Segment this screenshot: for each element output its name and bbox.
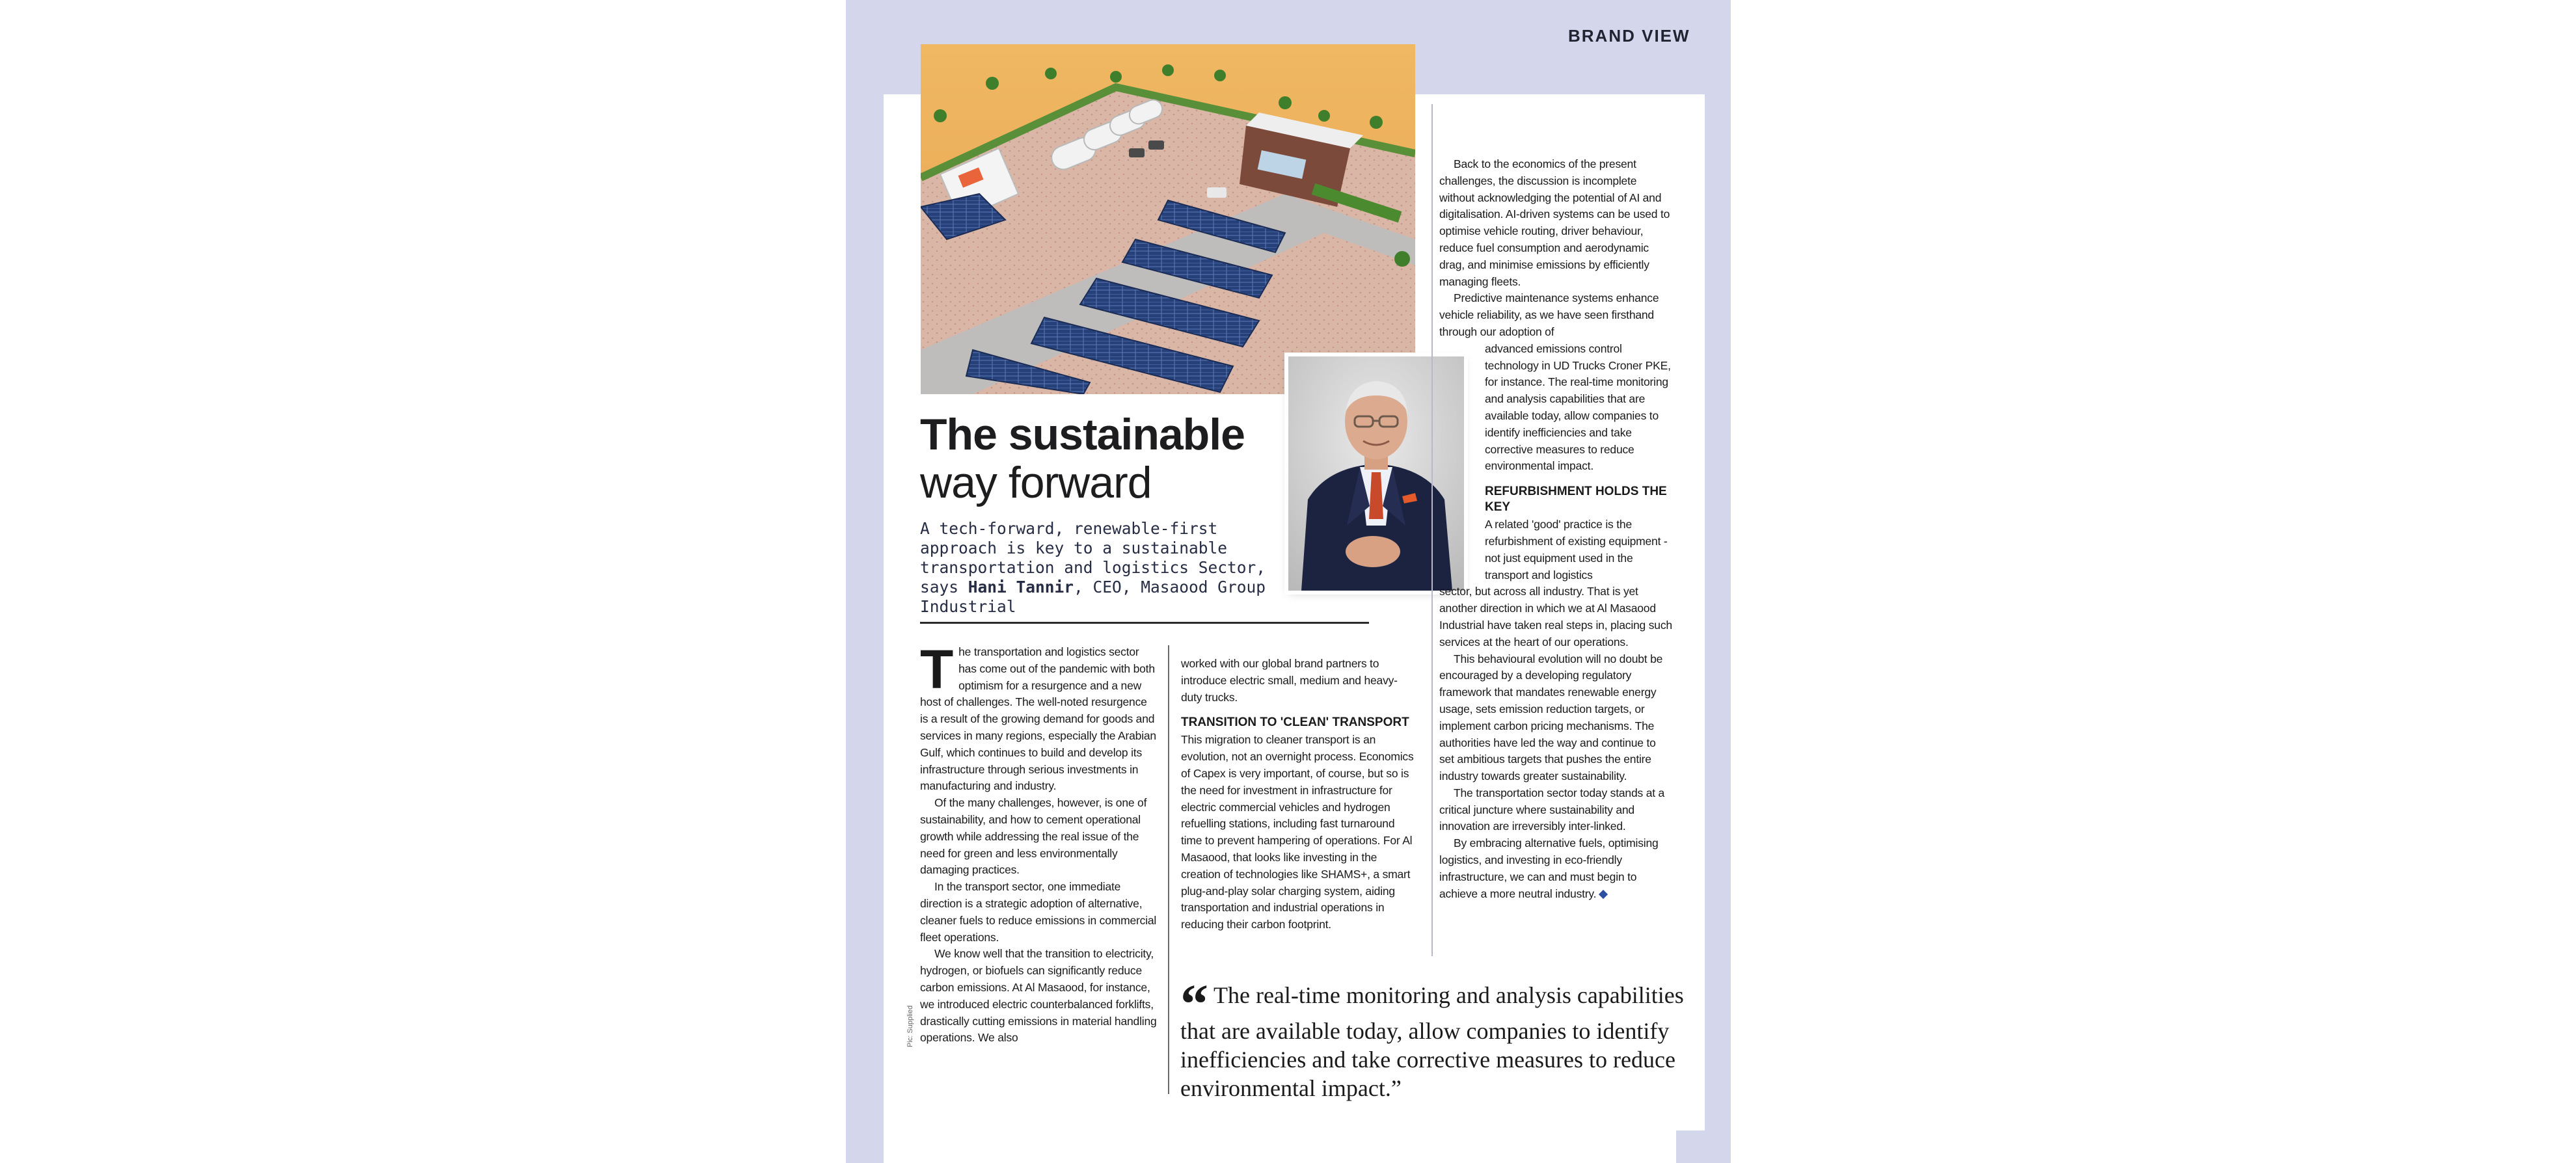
- paragraph: worked with our global brand partners to introduce electric small, medium and heavy-duty trucks.: [1181, 657, 1398, 704]
- headline-line-2: way forward: [920, 458, 1152, 507]
- portrait-illustration: [1288, 356, 1464, 591]
- article-column-1: [920, 639, 1158, 1047]
- solar-facility-illustration: [921, 44, 1415, 394]
- paragraph: Of the many challenges, however, is one of sustainability, and how to cement operational growth while addressing the real issue of the need for green and less environmentally damaging practices.: [920, 796, 1147, 877]
- paragraph: A related 'good' practice is the refurbishment of existing equipment - not just equipment used in the transport and logistics: [1485, 518, 1668, 582]
- frame-right-strip: [1705, 114, 1729, 1163]
- paragraph: This migration to cleaner transport is an evolution, not an overnight process. Economics of Capex is very important, of course, but so is the need for investment in infrastructure for electric commercial vehicles and hydrogen refuelling stations, including fast turnaround time to prevent hampering of operations. For Al Masaood, that looks like investing in the creation of technologies like SHAMS+, a smart plug-and-play solar charging system, aiding transportation and industrial operations in reducing their carbon footprint.: [1181, 733, 1414, 931]
- ceo-portrait-photo: [1288, 356, 1464, 591]
- author-role: , CEO, Masaood Group Industrial: [920, 578, 1266, 616]
- paragraph: Predictive maintenance systems enhance vehicle reliability, as we have seen firsthand through our adoption of: [1439, 291, 1659, 338]
- section-label: BRAND VIEW: [1568, 26, 1690, 46]
- paragraph: In the transport sector, one immediate direction is a strategic adoption of alternative, cleaner fuels to reduce emissions in commercial fleet operations.: [920, 880, 1157, 944]
- paragraph: [1439, 835, 1674, 902]
- page-bottom-edge: [884, 1130, 1676, 1163]
- paragraph: sector, but across all industry. That is yet another direction in which we at Al Masaood Industrial have taken real steps in, placing such services at the heart of our operations.: [1439, 585, 1672, 648]
- subheading: TRANSITION TO 'CLEAN' TRANSPORT: [1181, 715, 1409, 730]
- article-headline: [920, 410, 1310, 506]
- article-column-2: [1181, 656, 1415, 933]
- hero-image-solar-facility: [921, 44, 1415, 394]
- pull-quote-text: The real-time monitoring and analysis capabilities that are available today, allow companies to identify inefficiencies and take corrective measures to reduce environmental impact.”: [1180, 982, 1684, 1101]
- paragraph: The transportation sector today stands at a critical juncture where sustainability and innovation are irreversibly inter-linked.: [1439, 786, 1665, 833]
- end-mark-icon: [1599, 890, 1608, 899]
- article-standfirst: [920, 519, 1284, 617]
- photo-credit: Pic: Supplied: [906, 1005, 914, 1047]
- wrapped-text-block: [1439, 341, 1674, 584]
- paragraph: This behavioural evolution will no doubt be encouraged by a developing regulatory framework that mandates renewable energy usage, sets emission reduction targets, or implement carbon pricing mechanisms. The authorities have led the way and continue to set ambitious targets that pushes the entire industry towards greater sustainability.: [1439, 652, 1663, 783]
- paragraph: We know well that the transition to electricity, hydrogen, or biofuels can significantly reduce carbon emissions. At Al Masaood, for instance, we introduced electric counterbalanced forklifts, drastically cutting emissions in material handling operations. We also: [920, 947, 1157, 1045]
- subheading: REFURBISHMENT HOLDS THE KEY: [1485, 485, 1667, 515]
- paragraph-text: he transportation and logistics sector has come out of the pandemic with both optimism for a resurgence and a new host of challenges. The well-noted resurgence is a result of the growing demand for goods and services in many regions, especially the Arabian Gulf, which continues to build and develop its infrastructure through serious investments in manufacturing and industry.: [920, 645, 1156, 793]
- paragraph-text: By embracing alternative fuels, optimising logistics, and investing in eco-friendly infrastructure, we can and must begin to achieve a more neutral industry.: [1439, 836, 1659, 900]
- paragraph: Back to the economics of the present challenges, the discussion is incomplete without acknowledging the potential of AI and digitalisation. AI-driven systems can be used to optimise vehicle routing, driver behaviour, reduce fuel consumption and aerodynamic drag, and minimise emissions by efficiently managing fleets.: [1439, 157, 1670, 288]
- column-divider-right: [1431, 104, 1433, 956]
- standfirst-text: A tech-forward, renewable-first approach is key to a sustainable transportation and logistics Sector, says: [920, 519, 1266, 596]
- headline-divider: [920, 622, 1369, 624]
- headline-line-1: The sustainable: [920, 410, 1245, 459]
- article-column-3: [1439, 156, 1674, 902]
- paragraph: advanced emissions control technology in UD Trucks Croner PKE, for instance. The real-time monitoring and analysis capabilities that are available today, allow companies to identify inefficiencies and take corrective measures to reduce environmental impact.: [1485, 341, 1671, 473]
- quote-mark-icon: “: [1180, 972, 1208, 1035]
- author-name: Hani Tannir: [968, 578, 1074, 596]
- drop-cap: T: [920, 639, 954, 700]
- pull-quote: [1180, 972, 1688, 1103]
- column-divider: [1168, 645, 1169, 1094]
- paragraph: [920, 639, 1158, 795]
